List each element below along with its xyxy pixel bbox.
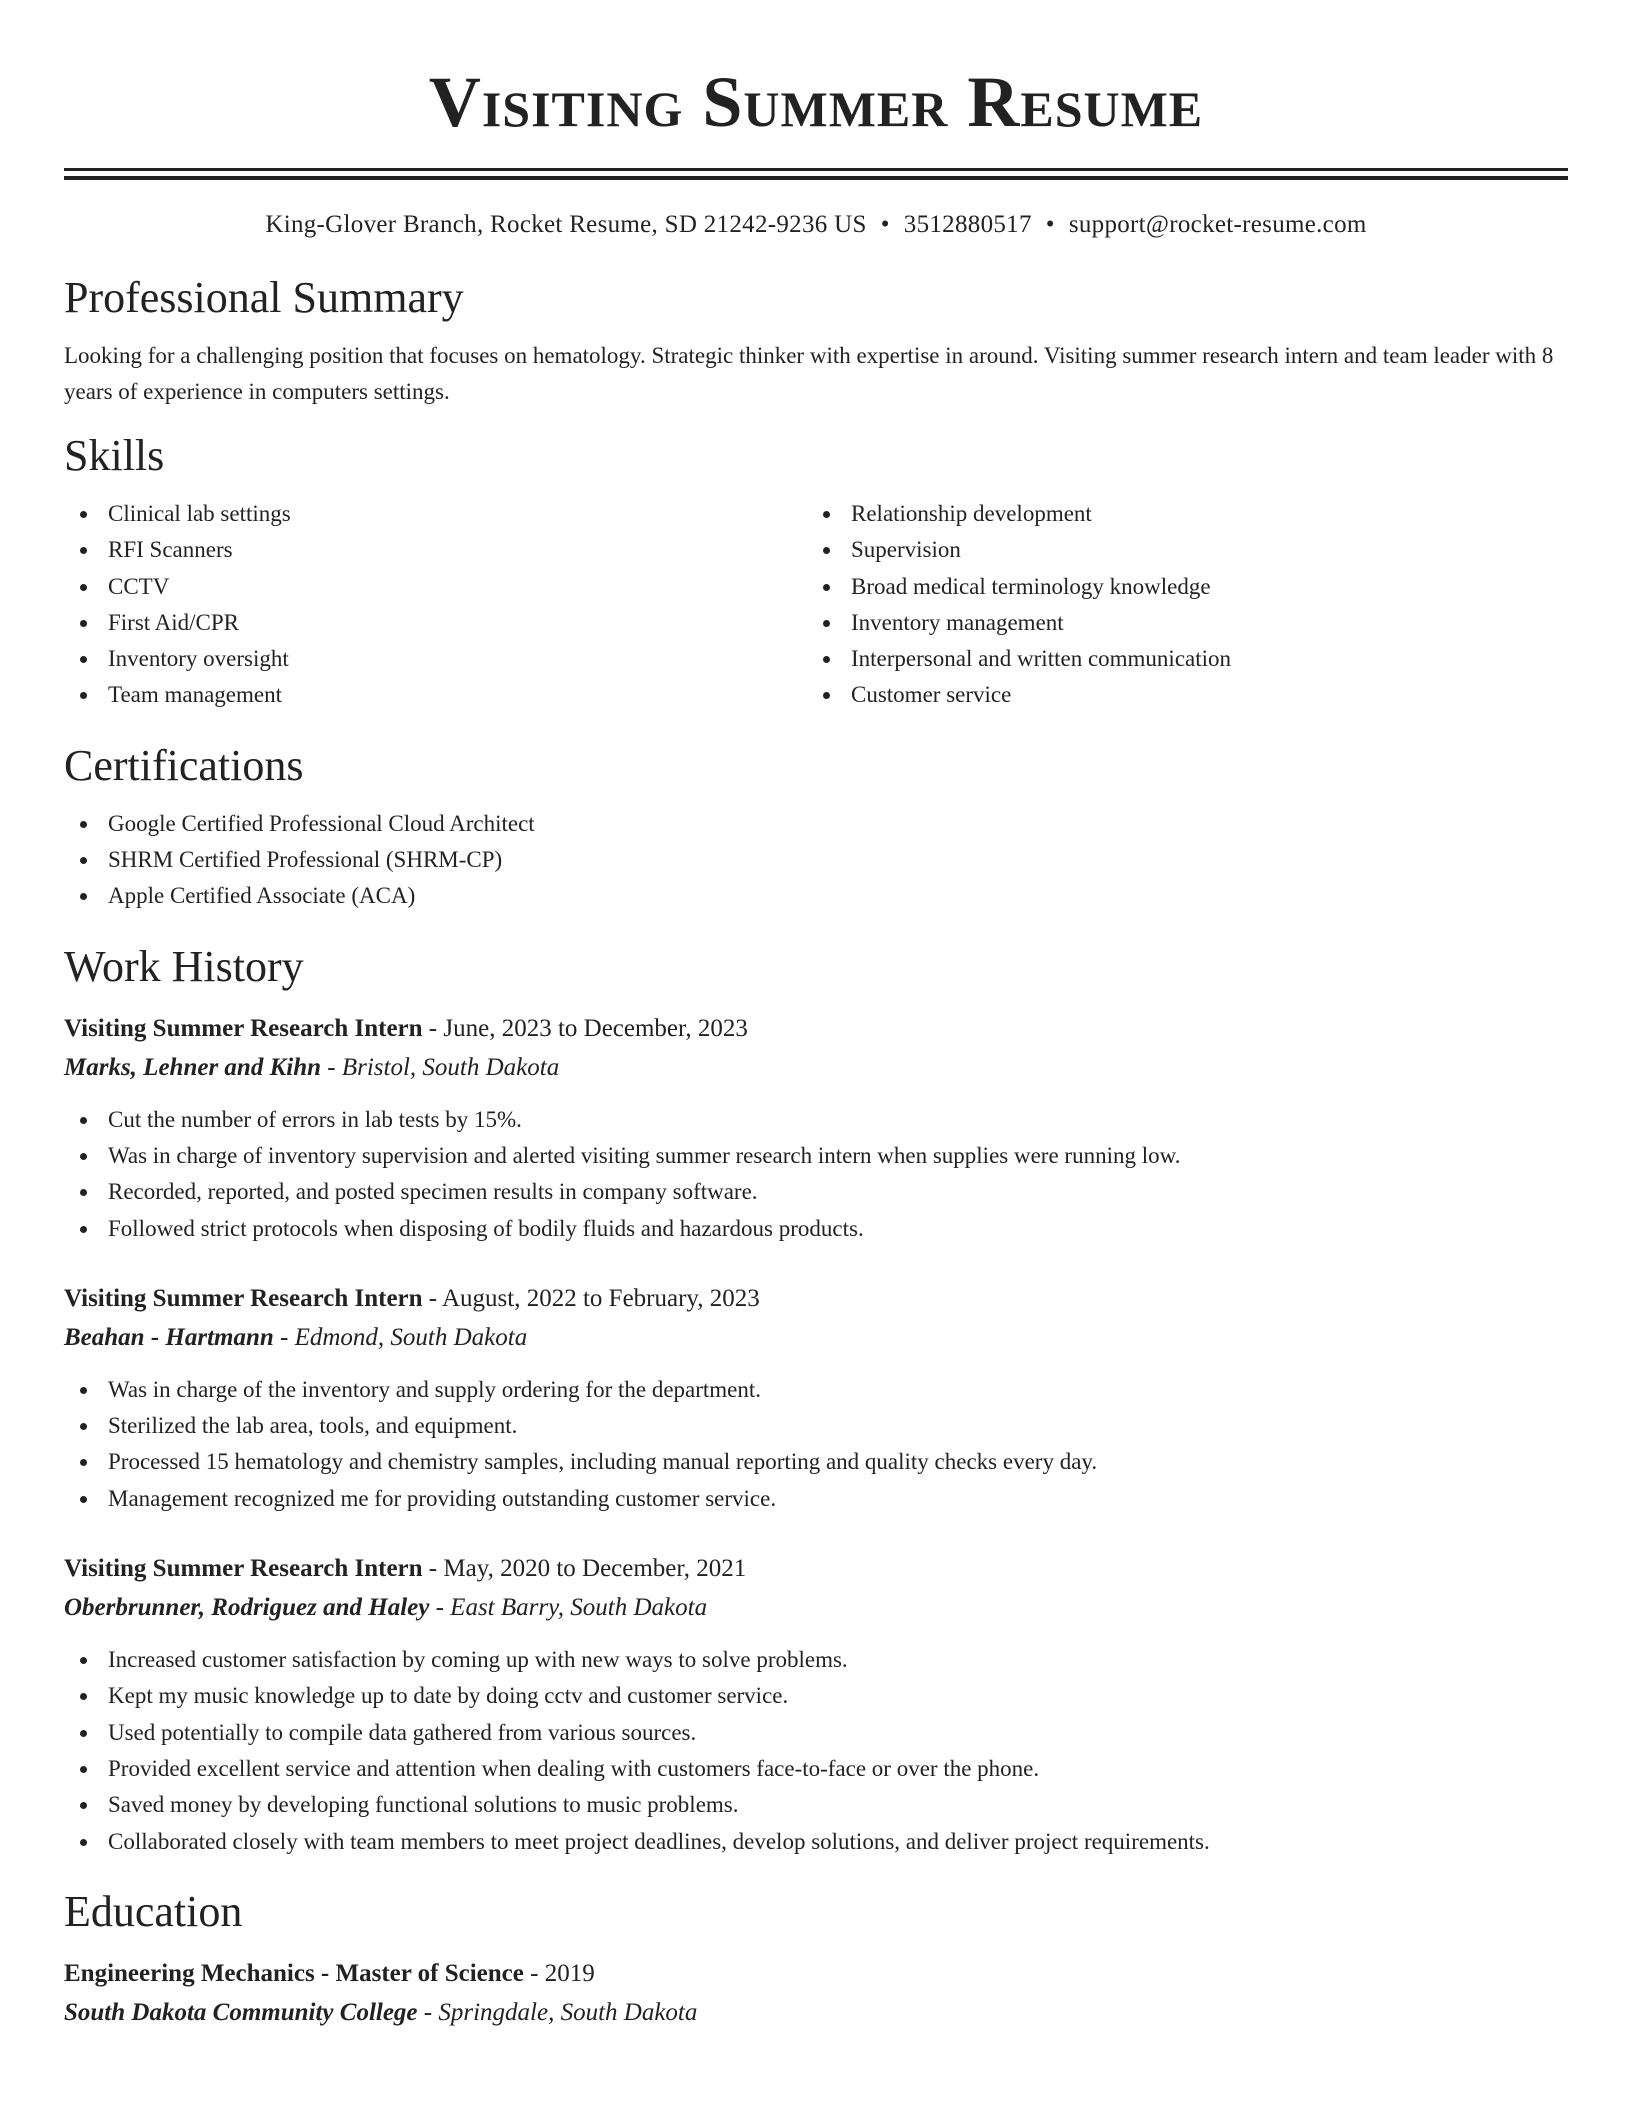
job-title: Visiting Summer Research Intern xyxy=(64,1014,423,1042)
job-dates: - May, 2020 to December, 2021 xyxy=(422,1555,747,1583)
job-location: - Bristol, South Dakota xyxy=(321,1053,560,1081)
job-title-line xyxy=(64,1009,1568,1049)
job-bullet: Was in charge of inventory supervision and alerted visiting summer research intern when supplies were running low. xyxy=(64,1138,1568,1174)
work-history-heading: Work History xyxy=(64,941,304,991)
school: South Dakota Community College xyxy=(64,1998,418,2026)
job-company-line xyxy=(64,1049,1568,1087)
contact-address: King-Glover Branch, Rocket Resume, SD 21242-9236 US xyxy=(265,211,867,238)
work-history-section xyxy=(64,941,1568,1860)
skill-item: Inventory management xyxy=(807,605,1550,641)
education-entry xyxy=(64,1954,1568,2032)
job-bullet: Recorded, reported, and posted specimen results in company software. xyxy=(64,1174,1568,1210)
job-bullet: Provided excellent service and attention when dealing with customers face-to-face or over the phone. xyxy=(64,1751,1568,1787)
job-title-line xyxy=(64,1279,1568,1319)
skills-heading: Skills xyxy=(64,431,165,480)
job-entry xyxy=(64,1279,1568,1517)
job-company: Marks, Lehner and Kihn xyxy=(64,1053,322,1081)
contact-email: support@rocket-resume.com xyxy=(1068,211,1367,238)
job-bullet: Increased customer satisfaction by coming up with new ways to solve problems. xyxy=(64,1642,1568,1678)
graduation-year: - 2019 xyxy=(523,1959,595,1987)
skill-item: Inventory oversight xyxy=(64,641,807,677)
contact-separator: • xyxy=(1045,211,1055,238)
education-section xyxy=(64,1886,1568,2032)
contact-separator: • xyxy=(880,211,890,238)
school-location: - Springdale, South Dakota xyxy=(417,1998,698,2026)
education-heading: Education xyxy=(64,1886,243,1936)
job-bullet: Management recognized me for providing outstanding customer service. xyxy=(64,1481,1568,1517)
title-divider xyxy=(64,168,1568,180)
resume-title: Visiting Summer Resume xyxy=(428,62,1204,142)
job-entry xyxy=(64,1549,1568,1860)
certifications-section xyxy=(64,740,1568,915)
job-bullet: Saved money by developing functional solutions to music problems. xyxy=(64,1787,1568,1823)
certifications-heading: Certifications xyxy=(64,740,304,790)
skills-columns xyxy=(64,496,1568,714)
certification-item: Apple Certified Associate (ACA) xyxy=(64,878,1568,914)
skill-item: CCTV xyxy=(64,569,807,605)
job-bullet: Cut the number of errors in lab tests by 15%. xyxy=(64,1102,1568,1138)
school-line xyxy=(64,1994,1568,2032)
certification-item: SHRM Certified Professional (SHRM-CP) xyxy=(64,842,1568,878)
job-company: Beahan - Hartmann xyxy=(64,1323,274,1351)
job-title-line xyxy=(64,1549,1568,1589)
skill-item: Relationship development xyxy=(807,496,1550,532)
certification-item: Google Certified Professional Cloud Architect xyxy=(64,806,1568,842)
job-dates: - June, 2023 to December, 2023 xyxy=(422,1014,748,1042)
skill-item: Interpersonal and written communication xyxy=(807,641,1550,677)
job-dates: - August, 2022 to February, 2023 xyxy=(422,1284,760,1312)
job-bullet: Used potentially to compile data gathered from various sources. xyxy=(64,1715,1568,1751)
contact-line xyxy=(64,209,1568,241)
skills-section xyxy=(64,430,1568,714)
job-entry xyxy=(64,1009,1568,1247)
summary-text: Looking for a challenging position that focuses on hematology. Strategic thinker with expertise in around. Visiting summer research intern and team leader with 8 years of experience in computers settings. xyxy=(64,343,1554,404)
skill-item: Clinical lab settings xyxy=(64,496,807,532)
job-bullet: Sterilized the lab area, tools, and equipment. xyxy=(64,1408,1568,1444)
summary-section xyxy=(64,272,1568,410)
job-title: Visiting Summer Research Intern xyxy=(64,1555,423,1583)
skill-item: RFI Scanners xyxy=(64,532,807,568)
job-bullets xyxy=(64,1642,1568,1860)
skills-list-left xyxy=(64,496,807,714)
summary-heading: Professional Summary xyxy=(64,273,464,322)
skill-item: Supervision xyxy=(807,532,1550,568)
job-company: Oberbrunner, Rodriguez and Haley xyxy=(64,1594,430,1622)
job-company-line xyxy=(64,1319,1568,1357)
skills-list-right xyxy=(807,496,1550,714)
job-bullets xyxy=(64,1102,1568,1247)
job-bullet: Kept my music knowledge up to date by doing cctv and customer service. xyxy=(64,1678,1568,1714)
skill-item: Broad medical terminology knowledge xyxy=(807,569,1550,605)
job-bullet: Processed 15 hematology and chemistry samples, including manual reporting and quality checks every day. xyxy=(64,1444,1568,1480)
degree: Engineering Mechanics - Master of Science xyxy=(64,1959,524,1987)
job-title: Visiting Summer Research Intern xyxy=(64,1284,423,1312)
skill-item: Customer service xyxy=(807,677,1550,713)
skill-item: First Aid/CPR xyxy=(64,605,807,641)
job-bullets xyxy=(64,1372,1568,1517)
skill-item: Team management xyxy=(64,677,807,713)
job-location: - Edmond, South Dakota xyxy=(273,1323,528,1351)
job-company-line xyxy=(64,1589,1568,1627)
certifications-list xyxy=(64,806,1568,915)
job-location: - East Barry, South Dakota xyxy=(429,1594,708,1622)
job-bullet: Followed strict protocols when disposing of bodily fluids and hazardous products. xyxy=(64,1211,1568,1247)
job-bullet: Was in charge of the inventory and supply ordering for the department. xyxy=(64,1372,1568,1408)
job-bullet: Collaborated closely with team members to meet project deadlines, develop solutions, and deliver project requirements. xyxy=(64,1824,1568,1860)
degree-line xyxy=(64,1954,1568,1994)
contact-phone: 3512880517 xyxy=(903,211,1032,238)
